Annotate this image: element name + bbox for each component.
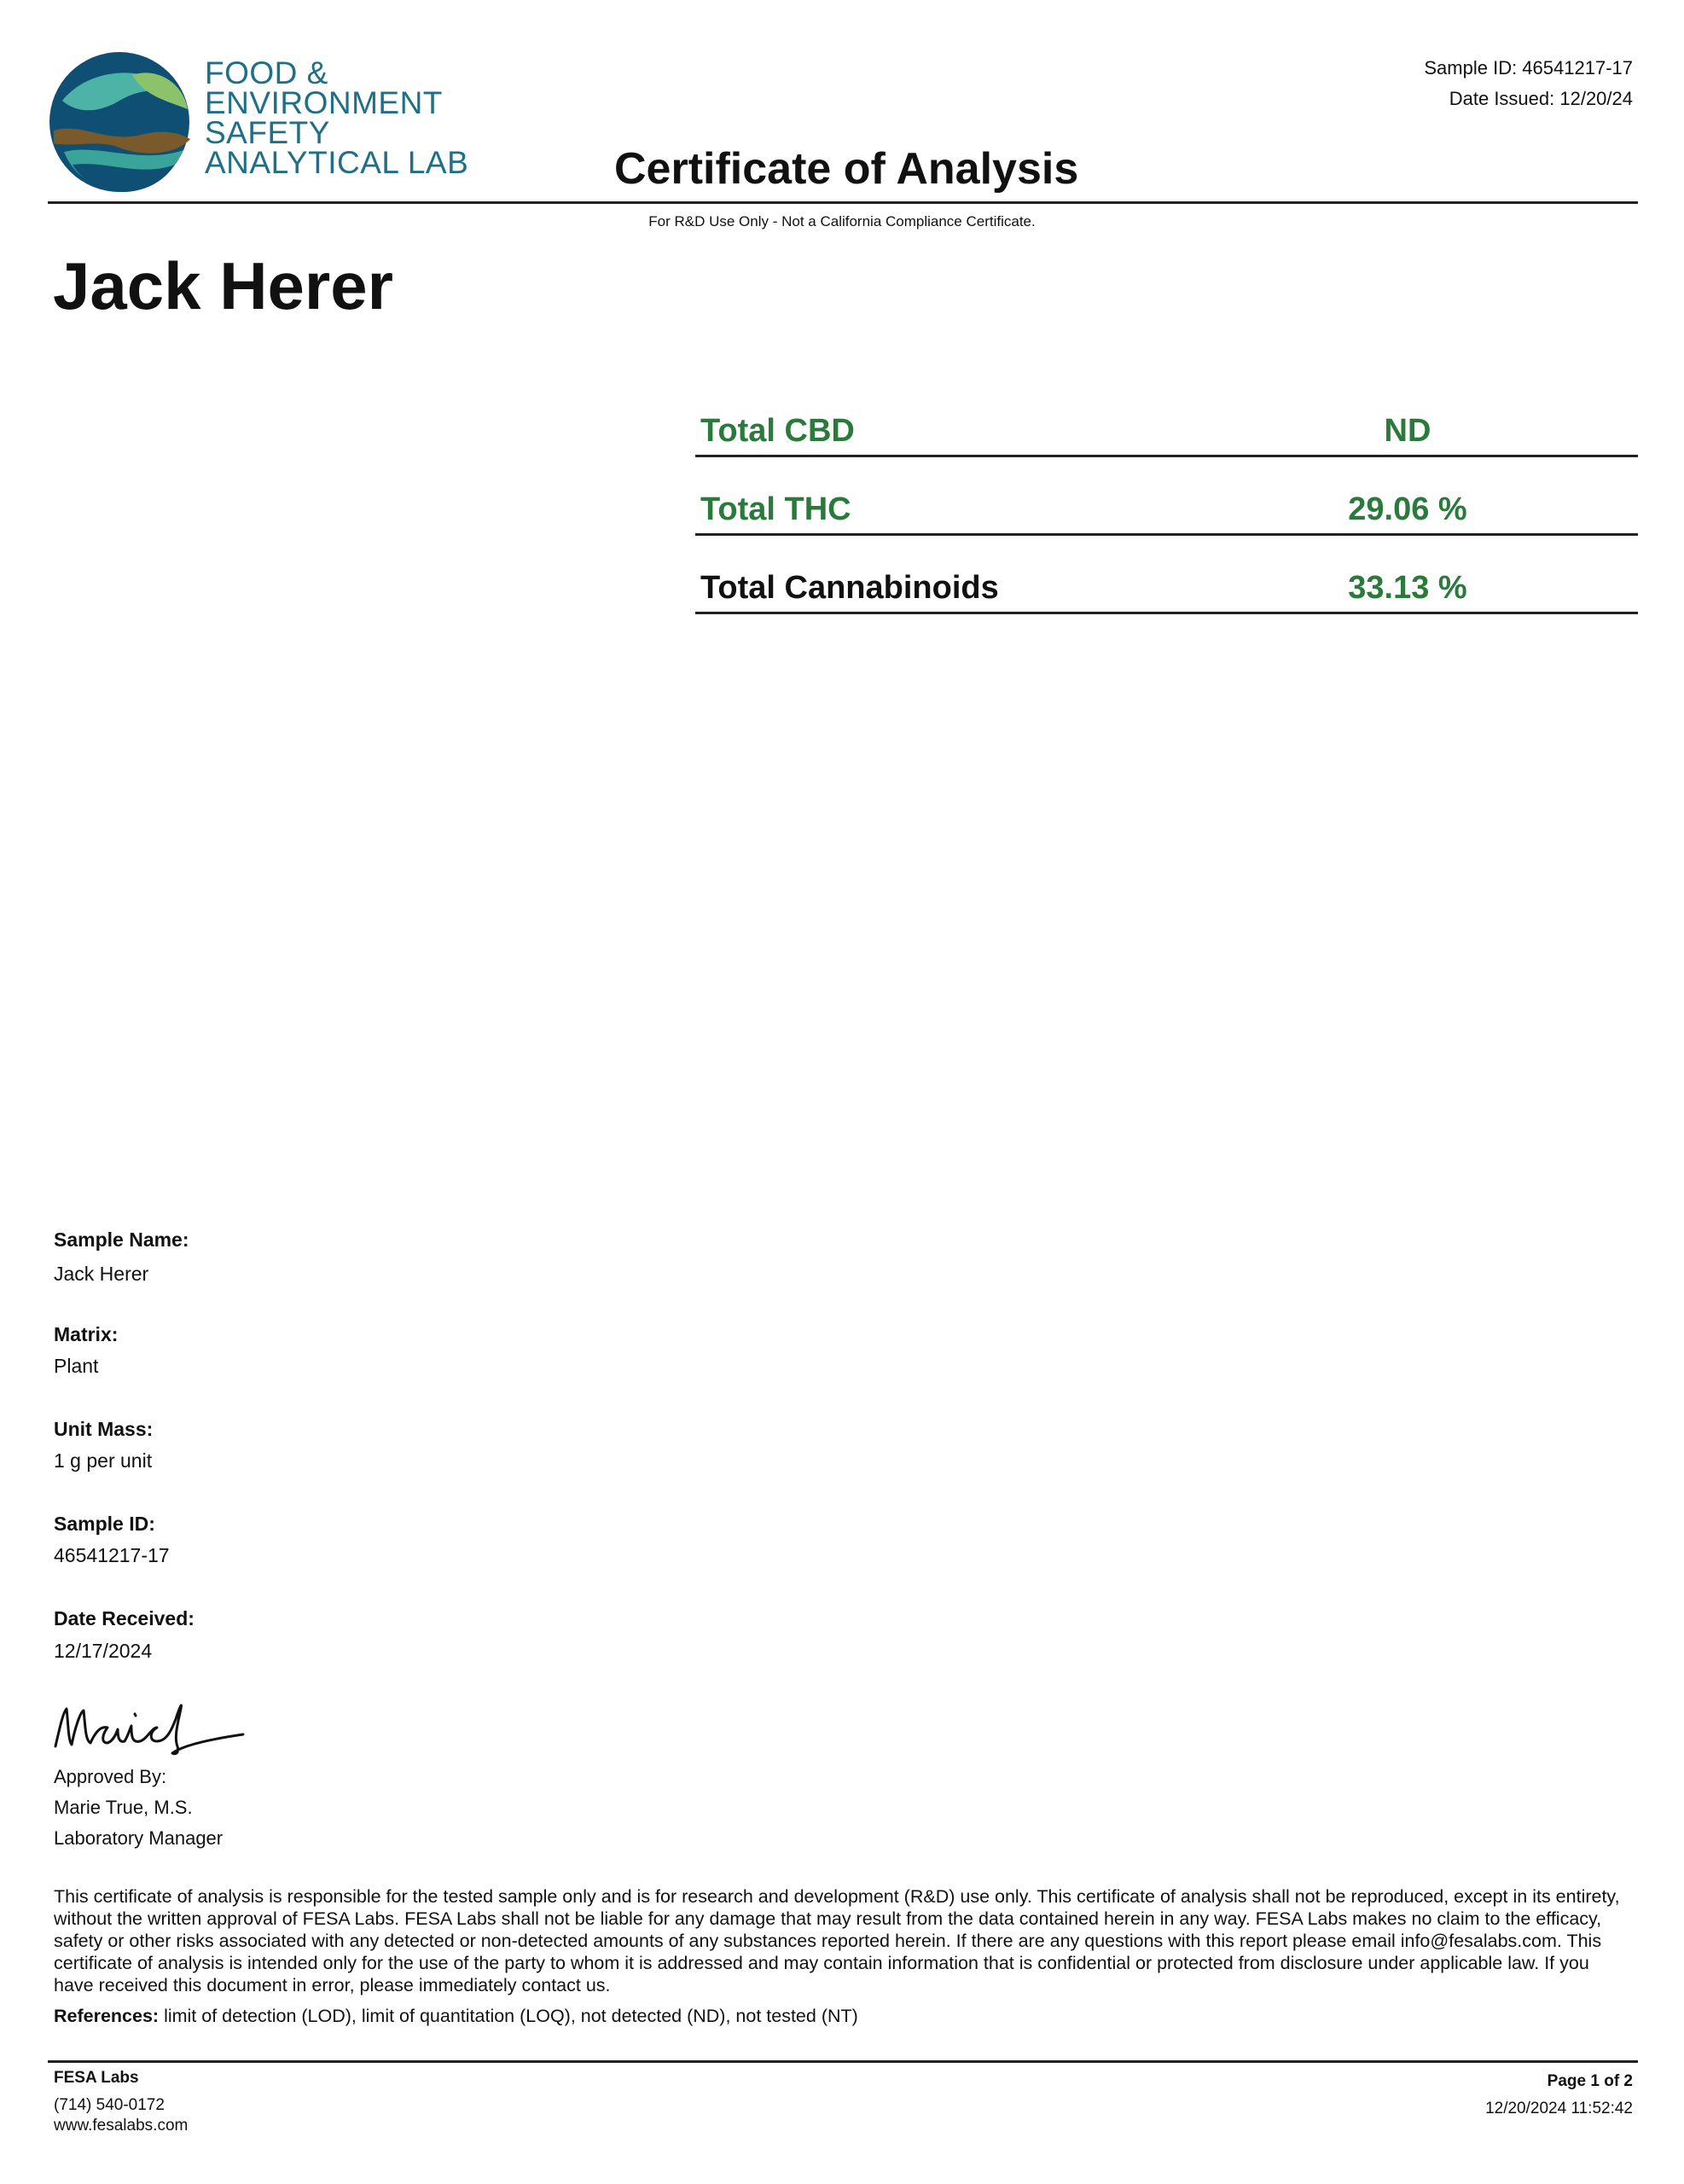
field-value-date-received: 12/17/2024 xyxy=(54,1640,153,1662)
signature-image xyxy=(51,1693,256,1757)
approval-block xyxy=(54,1762,223,1854)
approver-name: Marie True, M.S. xyxy=(54,1797,193,1818)
logo-line: ANALYTICAL LAB xyxy=(205,145,469,180)
field-label-sample-name: Sample Name: xyxy=(54,1228,189,1251)
disclaimer-text: This certificate of analysis is responsible for the tested sample only and is for research and development (R&D) use only. This certificate of analysis shall not be reproduced, except in its entirety, without the written approval of FESA Labs. FESA Labs shall not be liable for any damage that may result from the data contained herein in any way. FESA Labs makes no claim to the efficacy, safety or other risks associated with any detected or non-detected amounts of any substances reported herein. If there are any questions with this report please email info@fesalabs.com. This certificate of analysis is intended only for the use of the party to whom it is addressed and may contain information that is confidential or protected from disclosure under applicable law. If you have received this document in error, please immediately contact us. xyxy=(54,1886,1620,1995)
field-label-matrix: Matrix: xyxy=(54,1323,119,1345)
header-date-issued: Date Issued: 12/20/24 xyxy=(1449,88,1633,109)
result-value: 33.13 % xyxy=(1348,570,1467,606)
approver-title: Laboratory Manager xyxy=(54,1827,224,1849)
references-text: limit of detection (LOD), limit of quantitation (LOQ), not detected (ND), not tested (NT) xyxy=(159,2006,858,2026)
logo-line: FOOD & xyxy=(205,55,328,90)
approved-by-label: Approved By: xyxy=(54,1766,167,1787)
result-value: ND xyxy=(1384,413,1431,449)
result-row-total-cbd xyxy=(695,405,1638,457)
logo-wordmark xyxy=(205,55,469,180)
references-label: References: xyxy=(54,2006,160,2026)
result-label: Total THC xyxy=(700,491,851,527)
field-label-sample-id: Sample ID: xyxy=(54,1513,155,1535)
footer-timestamp: 12/20/2024 11:52:42 xyxy=(1485,2100,1633,2117)
field-label-unit-mass: Unit Mass: xyxy=(54,1418,154,1440)
footer-divider xyxy=(48,2060,1638,2063)
footer-page-number: Page 1 of 2 xyxy=(1547,2072,1633,2090)
compliance-note: For R&D Use Only - Not a California Compliance Certificate. xyxy=(648,213,1036,229)
footer-page-info xyxy=(1485,2068,1633,2123)
header-sample-id: Sample ID: 46541217-17 xyxy=(1424,57,1633,78)
result-label: Total Cannabinoids xyxy=(700,570,999,606)
result-label: Total CBD xyxy=(700,413,855,449)
result-row-total-thc xyxy=(695,484,1638,536)
result-value: 29.06 % xyxy=(1348,491,1467,527)
footer-phone: (714) 540-0172 xyxy=(54,2096,165,2114)
footer-contact xyxy=(54,2068,188,2136)
document-title: Certificate of Analysis xyxy=(614,144,1079,194)
references-line xyxy=(54,2006,858,2027)
field-value-sample-name: Jack Herer xyxy=(54,1263,149,1285)
result-row-total-cannabinoids xyxy=(695,562,1638,614)
field-label-date-received: Date Received: xyxy=(54,1607,195,1629)
header-divider xyxy=(48,201,1638,204)
field-value-sample-id: 46541217-17 xyxy=(54,1544,170,1566)
field-value-unit-mass: 1 g per unit xyxy=(54,1449,153,1472)
footer-company: FESA Labs xyxy=(54,2069,139,2087)
lab-logo-icon xyxy=(47,49,192,195)
field-value-matrix: Plant xyxy=(54,1355,99,1377)
logo-line: SAFETY xyxy=(205,115,330,150)
product-name: Jack Herer xyxy=(53,248,393,323)
logo-line: ENVIRONMENT xyxy=(205,85,443,120)
header-meta xyxy=(1424,53,1633,114)
footer-website: www.fesalabs.com xyxy=(54,2117,189,2135)
